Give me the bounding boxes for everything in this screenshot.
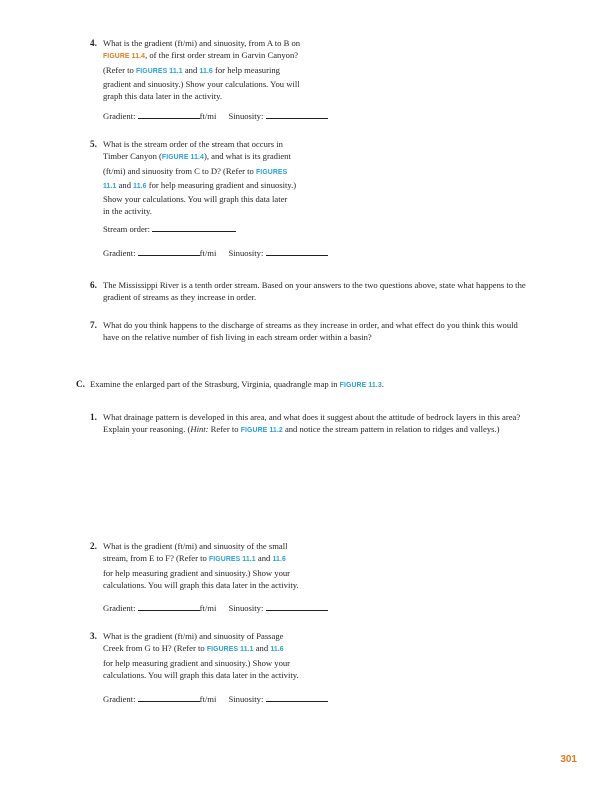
question-text: calculations. You will graph this data later in the activity. <box>103 579 299 590</box>
unit-label: ft/mi <box>199 248 217 258</box>
question-6 <box>90 279 526 304</box>
hint-label: Hint: <box>190 424 209 435</box>
unit-label: ft/mi <box>199 111 217 121</box>
answer-field-stream-order <box>103 223 236 235</box>
figure-reference-link[interactable]: FIGURES 11.1 <box>206 646 254 654</box>
stream-order-label: Stream order: <box>103 224 151 234</box>
figure-reference-link[interactable]: 11.1 <box>103 182 117 190</box>
figure-reference-link[interactable]: FIGURE 11.4 <box>161 154 204 162</box>
question-text: What do you think happens to the discharge of streams as they increase in order, and what effect do you think this would <box>103 320 518 330</box>
question-text: for help measuring gradient and sinuosity.) Show your <box>103 567 291 578</box>
unit-label: ft/mi <box>199 603 217 613</box>
answer-fields-c3 <box>103 693 328 705</box>
gradient-answer-blank[interactable] <box>138 110 200 119</box>
question-text: Creek from G to H? (Refer to <box>103 643 207 654</box>
section-c-heading <box>76 378 384 392</box>
question-text: graph this data later in the activity. <box>103 91 222 102</box>
question-text: and <box>116 179 134 190</box>
stream-order-answer-blank[interactable] <box>152 223 236 232</box>
question-text: Refer to <box>208 424 241 435</box>
question-text: gradient and sinuosity.) Show your calculations. You will <box>103 78 300 89</box>
question-text: in the activity. <box>103 206 152 217</box>
figure-reference-link[interactable]: 11.6 <box>133 182 147 190</box>
question-4 <box>90 37 301 102</box>
question-number: 2. <box>90 541 97 551</box>
question-text: , of the first order stream in Garvin Canyon? <box>145 50 299 61</box>
question-text: for help measuring gradient and sinuosity.) <box>146 179 297 190</box>
gradient-answer-blank[interactable] <box>138 247 200 256</box>
figure-reference-link[interactable]: 11.6 <box>199 67 213 75</box>
section-c-question-2 <box>90 540 299 591</box>
question-text: What is the stream order of the stream that occurs in <box>103 139 283 149</box>
question-text: Timber Canyon ( <box>103 151 162 162</box>
answer-fields-q5 <box>103 247 328 259</box>
question-text: (ft/mi) and sinuosity from C to D? (Refer to <box>103 165 256 176</box>
question-5 <box>90 138 297 218</box>
page-number: 301 <box>560 754 577 765</box>
question-text: for help measuring gradient and sinuosity.) Show your <box>103 657 291 668</box>
question-text: What drainage pattern is developed in this area, and what does it suggest about the attitude of bedrock layers in this area? <box>103 412 521 422</box>
question-number: 7. <box>90 320 97 330</box>
figure-reference-link[interactable]: FIGURES 11.1 <box>208 556 256 564</box>
figure-reference-link[interactable]: FIGURE 11.2 <box>240 427 283 435</box>
question-7 <box>90 319 518 344</box>
question-number: 6. <box>90 280 97 290</box>
question-text: and notice the stream pattern in relation to ridges and valleys.) <box>282 424 500 435</box>
question-text: gradient of streams as they increase in order. <box>103 292 257 303</box>
sinuosity-answer-blank[interactable] <box>266 602 328 611</box>
question-text: The Mississippi River is a tenth order stream. Based on your answers to the two questions above, state what happens to the <box>103 280 526 290</box>
gradient-label: Gradient: <box>103 248 136 258</box>
section-c-question-3 <box>90 630 299 681</box>
section-text: . <box>381 379 384 389</box>
figure-reference-link[interactable]: 11.6 <box>270 646 284 654</box>
question-text: stream, from E to F? (Refer to <box>103 553 209 564</box>
gradient-label: Gradient: <box>103 603 136 613</box>
section-c-question-1 <box>90 411 521 438</box>
unit-label: ft/mi <box>199 694 217 704</box>
question-text: What is the gradient (ft/mi) and sinuosity of the small <box>103 541 288 551</box>
figure-reference-link[interactable]: FIGURE 11.3 <box>339 382 382 389</box>
figure-reference-link[interactable]: FIGURES 11.1 <box>135 67 183 75</box>
section-text: Examine the enlarged part of the Strasburg, Virginia, quadrangle map in <box>90 379 340 389</box>
sinuosity-answer-blank[interactable] <box>266 693 328 702</box>
question-number: 4. <box>90 38 97 48</box>
sinuosity-answer-blank[interactable] <box>266 247 328 256</box>
sinuosity-label: Sinuosity: <box>228 603 264 613</box>
sinuosity-label: Sinuosity: <box>228 694 264 704</box>
question-number: 5. <box>90 139 97 149</box>
question-text: and <box>255 553 273 564</box>
gradient-answer-blank[interactable] <box>138 693 200 702</box>
question-text: (Refer to <box>103 64 136 75</box>
answer-fields-c2 <box>103 602 328 614</box>
question-text: have on the relative number of fish living in each stream order within a basin? <box>103 332 372 343</box>
sinuosity-answer-blank[interactable] <box>266 110 328 119</box>
figure-reference-link[interactable]: FIGURE 11.4 <box>103 53 146 61</box>
question-text: What is the gradient (ft/mi) and sinuosity, from A to B on <box>103 38 301 48</box>
gradient-label: Gradient: <box>103 111 136 121</box>
sinuosity-label: Sinuosity: <box>228 248 264 258</box>
question-number: 1. <box>90 412 97 422</box>
section-letter: C. <box>76 379 85 389</box>
answer-fields-q4 <box>103 110 328 122</box>
question-text: Explain your reasoning. ( <box>103 424 191 435</box>
gradient-answer-blank[interactable] <box>138 602 200 611</box>
question-text: calculations. You will graph this data later in the activity. <box>103 669 299 680</box>
question-text: for help measuring <box>212 64 280 75</box>
question-text: and <box>253 643 271 654</box>
question-text: What is the gradient (ft/mi) and sinuosity of Passage <box>103 631 284 641</box>
figure-reference-link[interactable]: FIGURES <box>256 168 288 176</box>
question-text: ), and what is its gradient <box>203 151 291 162</box>
figure-reference-link[interactable]: 11.6 <box>272 556 286 564</box>
question-number: 3. <box>90 631 97 641</box>
gradient-label: Gradient: <box>103 694 136 704</box>
sinuosity-label: Sinuosity: <box>228 111 264 121</box>
question-text: and <box>182 64 200 75</box>
question-text: Show your calculations. You will graph this data later <box>103 194 288 205</box>
